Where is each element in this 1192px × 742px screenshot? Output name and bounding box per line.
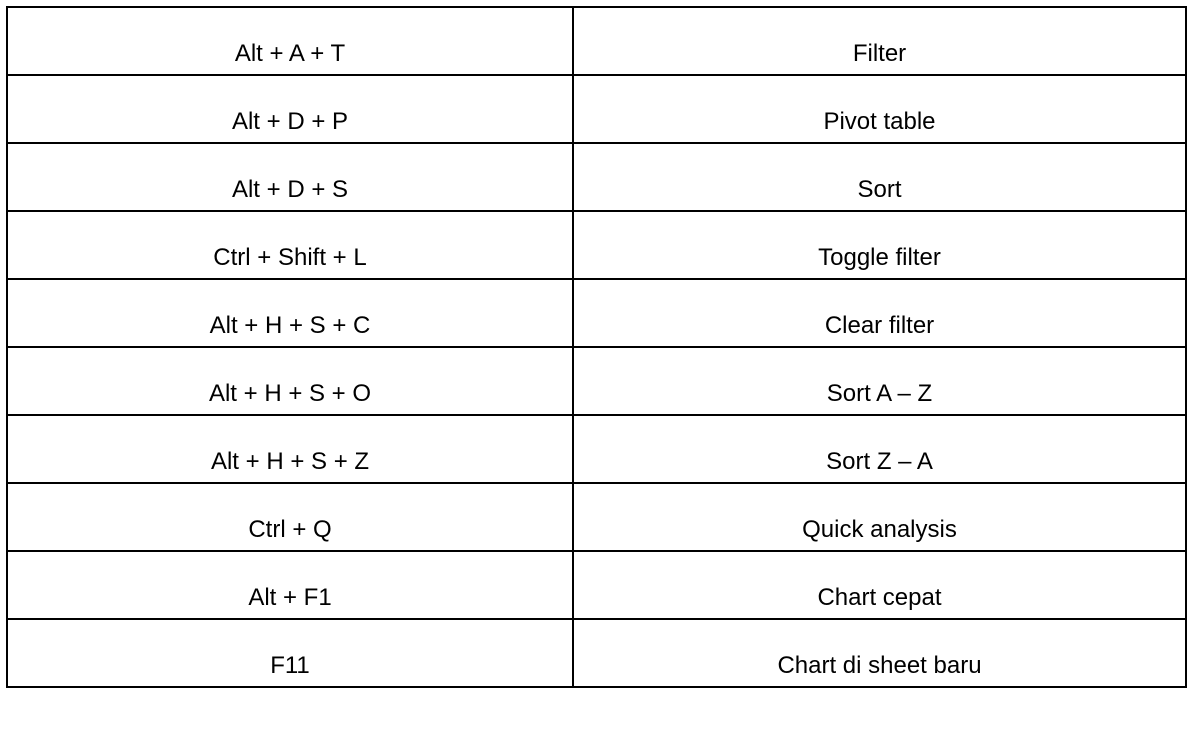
action-cell: Sort A – Z	[573, 347, 1186, 415]
action-cell: Quick analysis	[573, 483, 1186, 551]
action-cell: Toggle filter	[573, 211, 1186, 279]
action-cell: Pivot table	[573, 75, 1186, 143]
action-cell: Sort	[573, 143, 1186, 211]
table-row	[7, 143, 1186, 211]
table-row	[7, 279, 1186, 347]
table-row	[7, 619, 1186, 687]
shortcut-table-body	[7, 7, 1186, 687]
table-row	[7, 211, 1186, 279]
action-cell: Filter	[573, 7, 1186, 75]
action-cell: Clear filter	[573, 279, 1186, 347]
shortcut-cell: Alt + D + S	[7, 143, 573, 211]
table-row	[7, 551, 1186, 619]
action-cell: Chart cepat	[573, 551, 1186, 619]
table-row	[7, 483, 1186, 551]
shortcut-cell: F11	[7, 619, 573, 687]
shortcut-cell: Alt + H + S + O	[7, 347, 573, 415]
table-row	[7, 347, 1186, 415]
table-row	[7, 415, 1186, 483]
shortcut-cell: Alt + H + S + Z	[7, 415, 573, 483]
shortcut-cell: Alt + H + S + C	[7, 279, 573, 347]
shortcut-cell: Alt + F1	[7, 551, 573, 619]
action-cell: Chart di sheet baru	[573, 619, 1186, 687]
table-row	[7, 7, 1186, 75]
shortcut-cell: Alt + D + P	[7, 75, 573, 143]
shortcut-cell: Alt + A + T	[7, 7, 573, 75]
action-cell: Sort Z – A	[573, 415, 1186, 483]
table-row	[7, 75, 1186, 143]
shortcut-cell: Ctrl + Shift + L	[7, 211, 573, 279]
shortcut-cell: Ctrl + Q	[7, 483, 573, 551]
shortcut-table	[6, 6, 1187, 688]
